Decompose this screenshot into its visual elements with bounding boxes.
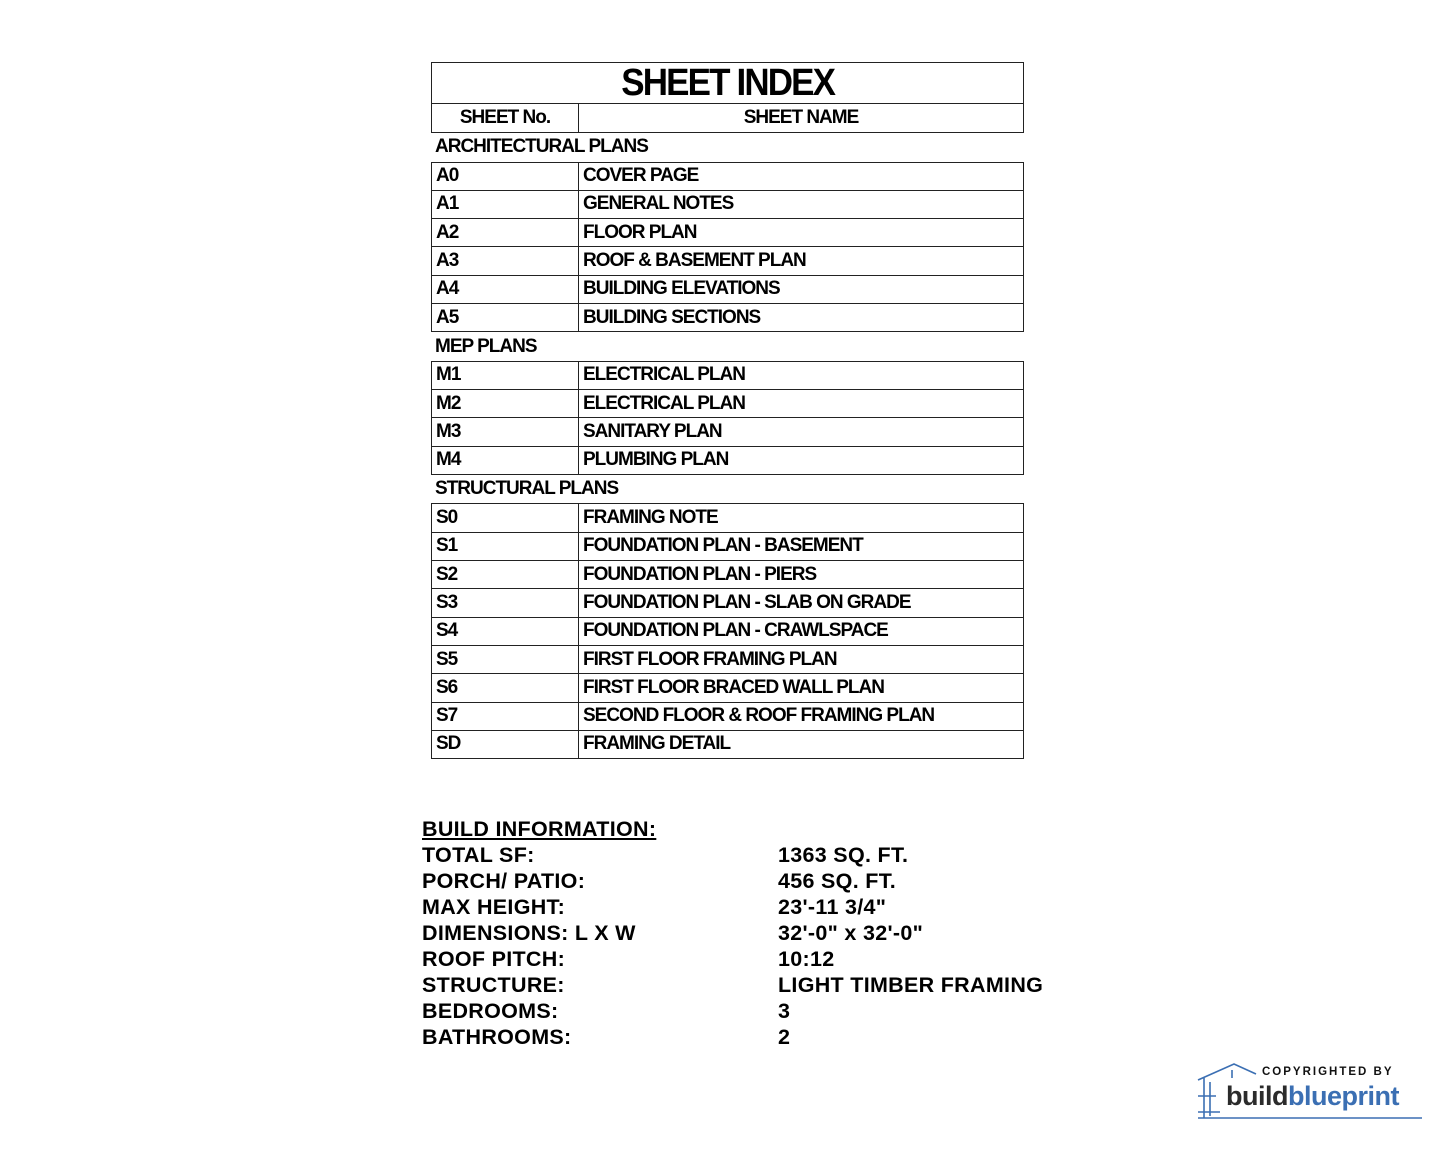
table-row: [432, 618, 1023, 646]
build-info-row: [422, 920, 1122, 946]
sheet-number-cell: S2: [432, 561, 579, 588]
sheet-index-table: [431, 62, 1024, 759]
sheet-number-cell: S3: [432, 589, 579, 616]
col-header-sheet-name: SHEET NAME: [743, 107, 859, 128]
build-info-row: [422, 998, 1122, 1024]
table-row: [432, 646, 1023, 674]
sheet-index-sections: [431, 133, 1024, 759]
sheet-name-cell: PLUMBING PLAN: [583, 449, 729, 471]
brand-wordmark: [1226, 1081, 1399, 1112]
table-row: [432, 703, 1023, 731]
sheet-name-cell: FOUNDATION PLAN - PIERS: [583, 563, 817, 585]
copyright-text: COPYRIGHTED BY: [1262, 1066, 1394, 1078]
sheet-name-cell: FRAMING NOTE: [583, 507, 718, 529]
sheet-number-cell: A3: [432, 247, 579, 274]
sheet-name-cell: FLOOR PLAN: [583, 221, 697, 243]
build-info-row: [422, 894, 1122, 920]
copyright-logo: [1196, 1062, 1426, 1124]
section-rows: [431, 162, 1024, 333]
build-info-row: [422, 972, 1122, 998]
sheet-number-cell: S0: [432, 504, 579, 531]
sheet-index-title-box: [431, 62, 1024, 104]
sheet-name-cell: GENERAL NOTES: [583, 193, 734, 215]
sheet-name-cell: FOUNDATION PLAN - SLAB ON GRADE: [583, 592, 911, 613]
table-row: [432, 731, 1023, 759]
sheet-number-cell: M2: [432, 390, 579, 417]
brand-word-blueprint: blueprint: [1287, 1081, 1399, 1111]
sheet-name-cell: FOUNDATION PLAN - BASEMENT: [583, 535, 863, 557]
table-row: [432, 163, 1023, 191]
table-row: [432, 589, 1023, 617]
build-information: [422, 816, 1122, 1050]
table-row: [432, 504, 1023, 532]
table-row: [432, 276, 1023, 304]
table-row: [432, 533, 1023, 561]
sheet-name-cell: ELECTRICAL PLAN: [583, 392, 745, 414]
table-row: [432, 219, 1023, 247]
sheet-name-cell: FOUNDATION PLAN - CRAWLSPACE: [583, 620, 888, 642]
sheet-name-cell: SANITARY PLAN: [583, 421, 722, 443]
sheet-number-cell: A0: [432, 163, 579, 190]
section-label: ARCHITECTURAL PLANS: [435, 136, 648, 158]
brand-word-build: build: [1226, 1081, 1288, 1111]
table-row: [432, 674, 1023, 702]
build-info-value: LIGHT TIMBER FRAMING: [778, 973, 1044, 997]
sheet-number-cell: M4: [432, 447, 579, 474]
table-row: [432, 247, 1023, 275]
sheet-number-cell: S6: [432, 674, 579, 701]
section-rows: [431, 361, 1024, 475]
build-info-value: 2: [778, 1025, 791, 1049]
build-info-row: [422, 868, 1122, 894]
build-info-row: [422, 946, 1122, 972]
section-label: MEP PLANS: [435, 335, 537, 357]
sheet-name-cell: BUILDING SECTIONS: [583, 306, 761, 328]
build-info-value: 456 SQ. FT.: [778, 869, 897, 893]
build-info-row: [422, 1024, 1122, 1050]
sheet-index-title: SHEET INDEX: [621, 61, 834, 104]
section-label: STRUCTURAL PLANS: [435, 478, 619, 500]
build-info-label: STRUCTURE:: [422, 973, 565, 997]
sheet-name-cell: FIRST FLOOR FRAMING PLAN: [583, 648, 837, 670]
build-info-label: BATHROOMS:: [422, 1025, 572, 1049]
sheet-index-header-row: [431, 104, 1024, 133]
build-info-label: MAX HEIGHT:: [422, 895, 566, 919]
sheet-number-cell: S7: [432, 703, 579, 730]
table-row: [432, 362, 1023, 390]
sheet-name-cell: FIRST FLOOR BRACED WALL PLAN: [583, 676, 884, 698]
build-information-heading: BUILD INFORMATION:: [422, 817, 657, 841]
sheet-number-cell: A5: [432, 304, 579, 331]
sheet-number-cell: S5: [432, 646, 579, 673]
sheet-name-cell: ROOF & BASEMENT PLAN: [583, 250, 806, 272]
build-info-value: 32'-0" x 32'-0": [778, 921, 924, 945]
sheet-number-cell: A4: [432, 276, 579, 303]
sheet-number-cell: S1: [432, 533, 579, 560]
col-header-sheet-no: SHEET No.: [432, 104, 579, 132]
sheet-number-cell: A1: [432, 191, 579, 218]
table-row: [432, 447, 1023, 475]
sheet-number-cell: M3: [432, 418, 579, 445]
build-info-label: PORCH/ PATIO:: [422, 869, 586, 893]
table-row: [432, 191, 1023, 219]
build-info-value: 10:12: [778, 947, 835, 971]
sheet-name-cell: SECOND FLOOR & ROOF FRAMING PLAN: [583, 705, 935, 727]
sheet-name-cell: BUILDING ELEVATIONS: [583, 278, 780, 300]
sheet-number-cell: SD: [432, 731, 579, 758]
section-rows: [431, 503, 1024, 759]
sheet-number-cell: A2: [432, 219, 579, 246]
table-row: [432, 561, 1023, 589]
build-information-list: [422, 842, 1122, 1050]
build-info-value: 3: [778, 999, 791, 1023]
table-row: [432, 390, 1023, 418]
sheet-name-cell: COVER PAGE: [583, 165, 699, 187]
build-info-label: TOTAL SF:: [422, 843, 535, 867]
build-info-value: 23'-11 3/4": [778, 895, 887, 919]
build-info-value: 1363 SQ. FT.: [778, 843, 909, 867]
table-row: [432, 304, 1023, 332]
sheet-name-cell: FRAMING DETAIL: [583, 733, 731, 755]
build-info-label: BEDROOMS:: [422, 999, 559, 1023]
build-info-row: [422, 842, 1122, 868]
sheet-number-cell: S4: [432, 618, 579, 645]
table-row: [432, 418, 1023, 446]
build-info-label: DIMENSIONS: L X W: [422, 921, 636, 945]
sheet-number-cell: M1: [432, 362, 579, 389]
build-info-label: ROOF PITCH:: [422, 947, 566, 971]
sheet-name-cell: ELECTRICAL PLAN: [583, 364, 745, 386]
